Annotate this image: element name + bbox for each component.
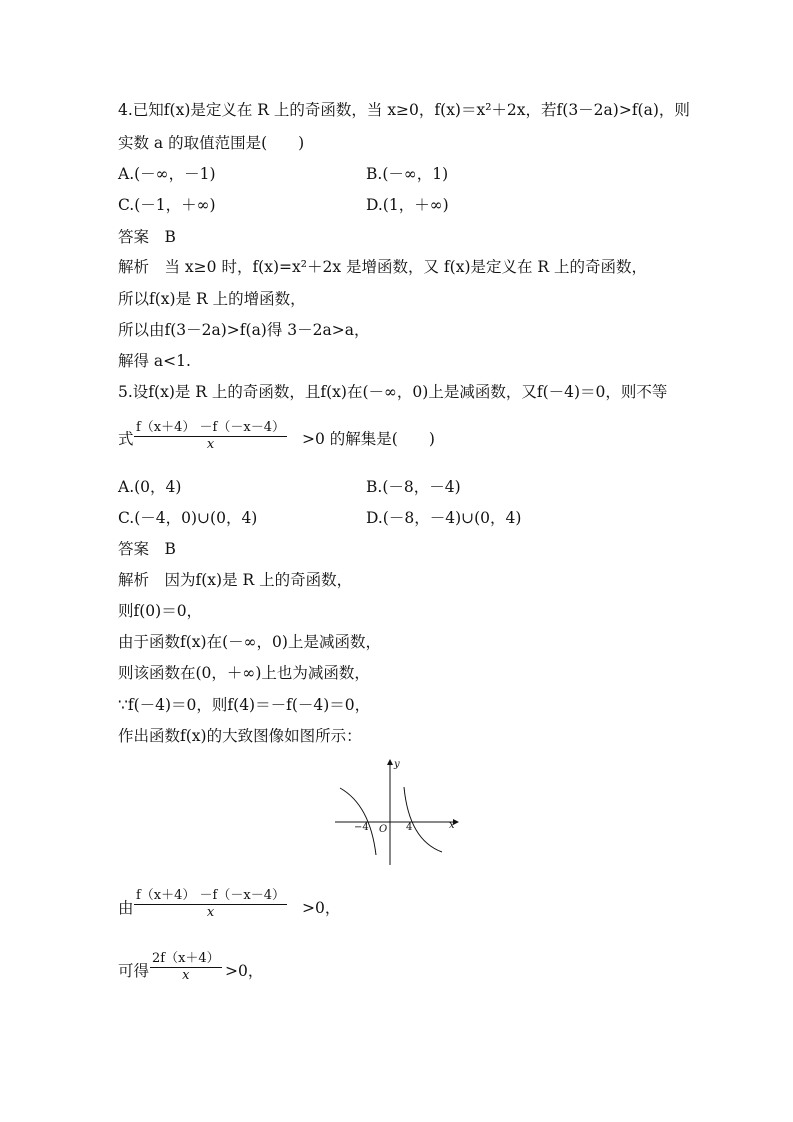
q5-solution-line5: ∵f(－4)＝0，则f(4)＝－f(－4)＝0，	[118, 696, 371, 714]
fraction-denominator: x	[182, 968, 190, 983]
y-axis-label: y	[394, 759, 400, 770]
q5-option-c: C.(－4，0)∪(0，4)	[118, 509, 258, 527]
q4-stem-line1: 4.已知f(x)是定义在 R 上的奇函数，当 x≥0，f(x)＝x²＋2x，若f(3－2a)>f(a)，则	[118, 101, 690, 119]
q5-stem-prefix: 式	[118, 430, 134, 448]
q5-solution-line4: 则该函数在(0，＋∞)上也为减函数，	[118, 664, 370, 682]
q5-solution-line3: 由于函数f(x)在(－∞，0)上是减函数，	[118, 633, 381, 651]
q4-option-b: B.(－∞，1)	[366, 165, 449, 183]
q4-option-c: C.(－1，＋∞)	[118, 196, 216, 214]
q4-solution-line3: 所以由f(3－2a)>f(a)得 3－2a>a，	[118, 321, 370, 339]
fraction-denominator: x	[206, 905, 215, 920]
origin-label: O	[379, 824, 388, 835]
q5-option-a: A.(0，4)	[118, 478, 182, 496]
step2-suffix: >0，	[225, 962, 264, 980]
q4-option-a: A.(－∞，－1)	[118, 165, 216, 183]
q5-solution-line2: 则f(0)＝0，	[118, 602, 203, 620]
fraction-numerator: f（x＋4） －f（－x－4）	[136, 888, 285, 903]
q5-option-d: D.(－8，－4)∪(0，4)	[366, 509, 522, 527]
q5-solution-line6: 作出函数f(x)的大致图像如图所示：	[118, 727, 362, 745]
q5-inequality-fraction	[134, 420, 287, 453]
step2-prefix: 可得	[118, 962, 150, 980]
fraction-numerator: 2f（x＋4）	[152, 951, 220, 966]
step1-fraction	[134, 888, 287, 921]
q4-option-d: D.(1，＋∞)	[366, 196, 449, 214]
q5-answer: 答案 B	[118, 540, 176, 558]
x-axis-label: x	[449, 820, 455, 831]
q5-option-b: B.(－8，－4)	[366, 478, 461, 496]
fraction-numerator: f（x＋4） －f（－x－4）	[136, 420, 285, 435]
q5-stem-suffix: >0 的解集是( )	[302, 430, 435, 448]
step1-prefix: 由	[118, 899, 134, 917]
fraction-denominator: x	[206, 437, 215, 452]
right-branch-curve	[404, 787, 442, 852]
q4-stem-line2: 实数 a 的取值范围是( )	[118, 134, 305, 152]
neg-four-tick-label: −4	[354, 822, 369, 833]
q5-stem-line1: 5.设f(x)是 R 上的奇函数，且f(x)在(－∞，0)上是减函数，又f(－4)＝0，则不等	[118, 383, 668, 401]
function-sketch-graph	[330, 755, 465, 870]
q4-solution-line2: 所以f(x)是 R 上的增函数，	[118, 290, 306, 308]
q4-answer: 答案 B	[118, 228, 176, 246]
step2-fraction	[150, 951, 222, 984]
q4-solution-line4: 解得 a<1.	[118, 352, 191, 370]
step1-suffix: >0，	[302, 899, 341, 917]
q4-solution-line1: 解析 当 x≥0 时，f(x)=x²＋2x 是增函数，又 f(x)是定义在 R 上的奇函数，	[118, 258, 648, 276]
pos-four-tick-label: 4	[406, 822, 413, 833]
q5-solution-line1: 解析 因为f(x)是 R 上的奇函数，	[118, 571, 353, 589]
